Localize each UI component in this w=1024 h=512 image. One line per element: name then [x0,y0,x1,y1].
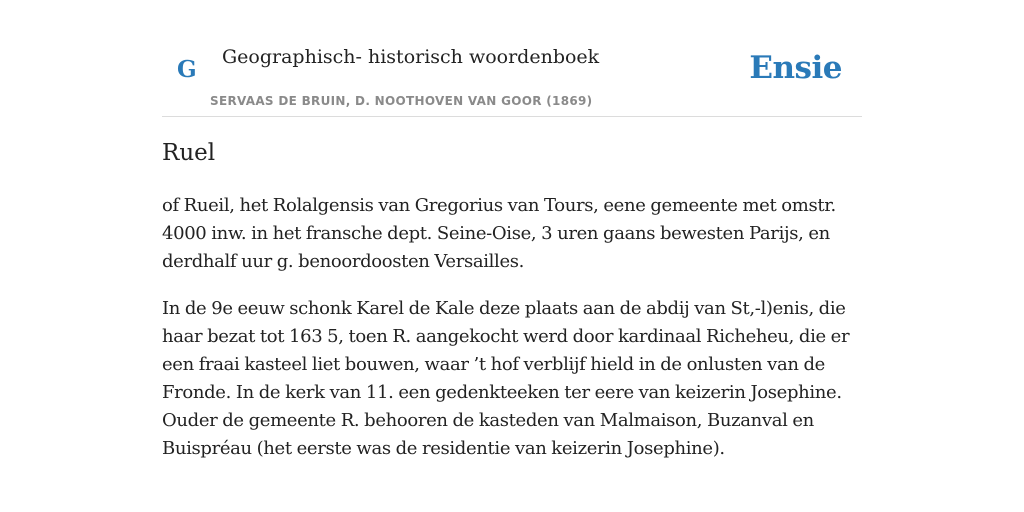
ensie-logo[interactable]: Ensie [749,50,842,86]
entry-title: Ruel [162,140,216,166]
dictionary-logo[interactable]: G [177,56,197,83]
entry-paragraph: In de 9e eeuw schonk Karel de Kale deze plaats aan de abdij van St,-l)enis, die haar bezat tot 163 5, toen R. aangekocht werd door kardinaal Richeheu, die er een fraai kasteel liet bouwen, waar ’t hof verblijf hield in de onlusten van de Fronde. In de kerk van 11. een gedenkteeken ter eere van keizerin Josephine. Ouder de gemeente R. behooren de kasteden van Malmaison, Buzanval en Buispréau (het eerste was de residentie van keizerin Josephine). [162,298,850,459]
dictionary-author: SERVAAS DE BRUIN, D. NOOTHOVEN VAN GOOR (1869) [210,94,593,108]
entry-body [162,192,862,482]
dictionary-title[interactable]: Geographisch- historisch woordenboek [222,46,600,68]
page-container [162,0,862,459]
entry-paragraph: of Rueil, het Rolalgensis van Gregorius van Tours, eene gemeente met omstr. 4000 inw. in het fransche dept. Seine-Oise, 3 uren gaans bewesten Parijs, en derdhalf uur g. benoordoosten Versailles. [162,195,836,272]
dictionary-header [162,0,862,117]
